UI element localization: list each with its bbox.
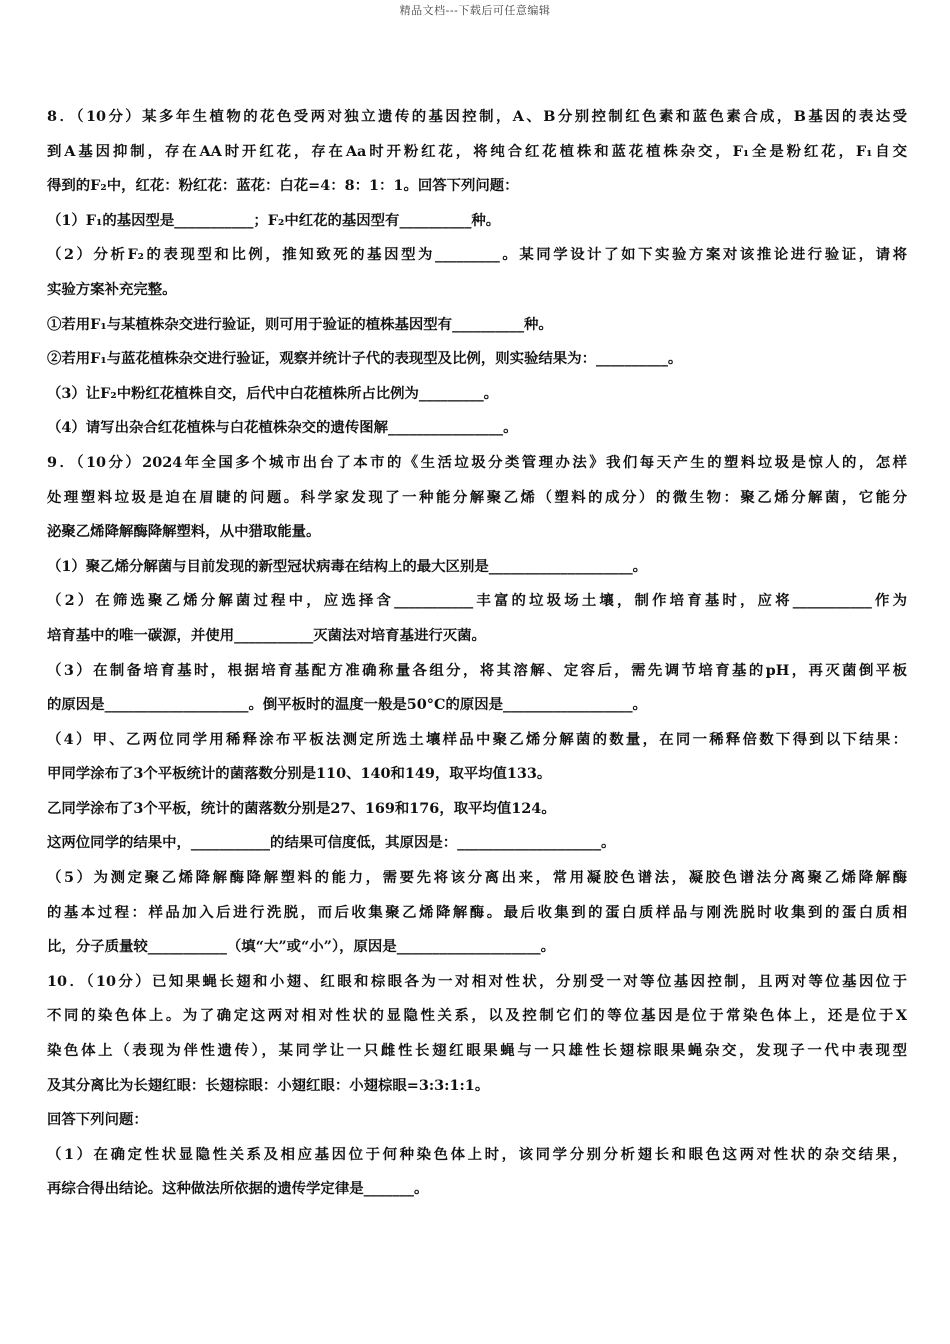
text-line: 10．（10分）已知果蝇长翅和小翅、红眼和棕眼各为一对相对性状，分别受一对等位基因控制，且两对等位基因位于 xyxy=(47,972,907,990)
text-line: 染色体上（表现为伴性遗传），某同学让一只雌性长翅红眼果蝇与一只雄性长翅棕眼果蝇杂交，发现子一代中表现型 xyxy=(47,1042,907,1060)
text-line: 不同的染色体上。为了确定这两对相对性状的显隐性关系，以及控制它们的等位基因是位于常染色体上，还是位于X xyxy=(47,1007,907,1025)
text-line: 比，分子质量较___________（填“大”或“小”），原因是____________________。 xyxy=(47,938,555,956)
text-line: 回答下列问题： xyxy=(47,1111,148,1129)
text-line: （1）F₁的基因型是___________；F₂中红花的基因型有__________种。 xyxy=(47,211,501,229)
text-line: 及其分离比为长翅红眼：长翅棕眼：小翅红眼：小翅棕眼=3:3:1:1。 xyxy=(47,1076,490,1094)
text-line: （3）让F₂中粉红花植株自交，后代中白花植株所占比例为_________。 xyxy=(47,384,499,402)
text-line: ①若用F₁与某植株杂交进行验证，则可用于验证的植株基因型有__________种。 xyxy=(47,315,553,333)
text-line: ②若用F₁与蓝花植株杂交进行验证，观察并统计子代的表现型及比例，则实验结果为：__________。 xyxy=(47,350,683,368)
text-line: 培育基中的唯一碳源，并使用___________灭菌法对培育基进行灭菌。 xyxy=(47,626,486,644)
text-line: （2）分析F₂的表现型和比例，推知致死的基因型为_________。某同学设计了如下实验方案对该推论进行验证，请将 xyxy=(47,246,907,264)
text-line: 8．（10分）某多年生植物的花色受两对独立遗传的基因控制，A、B分别控制红色素和蓝色素合成，B基因的表达受 xyxy=(47,108,907,125)
text-line: （4）请写出杂合红花植株与白花植株杂交的遗传图解________________。 xyxy=(47,419,518,437)
text-line: （2）在筛选聚乙烯分解菌过程中，应选择含___________丰富的垃圾场土壤，制作培育基时，应将___________作为 xyxy=(47,592,907,610)
text-line: 泌聚乙烯降解酶降解塑料，从中猎取能量。 xyxy=(47,523,321,541)
text-line: （1）聚乙烯分解菌与目前发现的新型冠状病毒在结构上的最大区别是____________________。 xyxy=(47,557,648,575)
text-line: （1）在确定性状显隐性关系及相应基因位于何种染色体上时，该同学分别分析翅长和眼色这两对性状的杂交结果， xyxy=(47,1145,907,1163)
text-line: （4）甲、乙两位同学用稀释涂布平板法测定所选土壤样品中聚乙烯分解菌的数量，在同一稀释倍数下得到以下结果： xyxy=(47,730,907,748)
text-line: 得到的F₂中，红花：粉红花：蓝花：白花=4：8：1：1。回答下列问题： xyxy=(47,177,519,195)
document-body xyxy=(47,100,907,1207)
page-header: 精品文档---下载后可任意编辑 xyxy=(399,4,551,17)
text-line: 实验方案补充完整。 xyxy=(47,280,177,298)
text-line: 再综合得出结论。这种做法所依据的遗传学定律是_______。 xyxy=(47,1180,429,1198)
text-line: 乙同学涂布了3个平板，统计的菌落数分别是27、169和176，取平均值124。 xyxy=(47,799,556,817)
text-line: 处理塑料垃圾是迫在眉睫的问题。科学家发现了一种能分解聚乙烯（塑料的成分）的微生物：聚乙烯分解菌，它能分 xyxy=(47,488,907,506)
text-line: 这两位同学的结果中，___________的结果可信度低，其原因是：____________________。 xyxy=(47,834,616,852)
text-line: 的原因是____________________。倒平板时的温度一般是50°C的原因是__________________。 xyxy=(47,696,647,714)
text-line: 到A基因抑制，存在AA时开红花，存在Aa时开粉红花，将纯合红花植株和蓝花植株杂交，F₁全是粉红花，F₁自交 xyxy=(47,142,907,160)
text-line: 的基本过程：样品加入后进行洗脱，而后收集聚乙烯降解酶。最后收集到的蛋白质样品与刚洗脱时收集到的蛋白质相 xyxy=(47,903,907,921)
text-line: 9．（10分）2024年全国多个城市出台了本市的《生活垃圾分类管理办法》我们每天产生的塑料垃圾是惊人的，怎样 xyxy=(47,453,907,471)
text-line: 甲同学涂布了3个平板统计的菌落数分别是110、140和149，取平均值133。 xyxy=(47,765,552,783)
text-line: （5）为测定聚乙烯降解酶降解塑料的能力，需要先将该分离出来，常用凝胶色谱法，凝胶色谱法分离聚乙烯降解酶 xyxy=(47,869,907,887)
text-line: （3）在制备培育基时，根据培育基配方准确称量各组分，将其溶解、定容后，需先调节培育基的pH，再灭菌倒平板 xyxy=(47,661,907,679)
